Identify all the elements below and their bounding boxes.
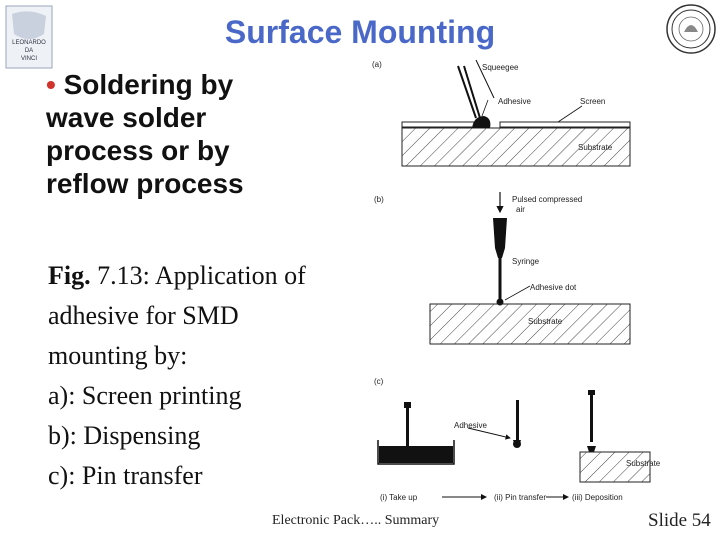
label-squeegee: Squeegee (482, 63, 519, 72)
university-seal-icon (664, 2, 718, 56)
label-adhesive-dot: Adhesive dot (530, 283, 577, 292)
panel-b-tag: (b) (374, 195, 384, 204)
bullet-point (46, 68, 346, 200)
label-step-3: (iii) Deposition (572, 493, 623, 502)
bullet-line-3: process or by (46, 135, 230, 166)
panel-b-dispensing (374, 192, 630, 344)
footer-text: Electronic Pack….. Summary (272, 513, 440, 528)
label-adhesive-a: Adhesive (498, 97, 531, 106)
bullet-line-2: wave solder (46, 102, 207, 133)
caption-line-4: a): Screen printing (48, 381, 242, 410)
panel-a-tag: (a) (372, 60, 382, 69)
figure-caption (48, 256, 358, 496)
label-substrate-c: Substrate (626, 459, 660, 468)
bullet-line-4: reflow process (46, 168, 244, 199)
logo-text-1: LEONARDO (12, 40, 46, 46)
logo-text-2: DA (24, 48, 34, 54)
adhesive-application-figure (350, 52, 660, 512)
label-step-2: (ii) Pin transfer (494, 493, 547, 502)
label-substrate-a: Substrate (578, 143, 613, 152)
label-pulsed-1: Pulsed compressed (512, 195, 583, 204)
caption-line-2: adhesive for SMD (48, 301, 239, 330)
label-substrate-b: Substrate (528, 317, 563, 326)
label-pulsed-2: air (516, 205, 525, 214)
figure-label: Fig. (48, 261, 91, 290)
panel-c-pin-transfer (374, 377, 660, 502)
slide-title: Surface Mounting (224, 14, 496, 50)
caption-line-1: 7.13: Application of (90, 261, 306, 290)
bullet-line-1: Soldering by (63, 69, 234, 100)
slide-number: Slide 54 (648, 510, 711, 531)
caption-line-3: mounting by: (48, 341, 188, 370)
panel-a-screen-printing (372, 60, 630, 166)
caption-line-5: b): Dispensing (48, 421, 201, 450)
bullet-symbol: • (46, 69, 56, 100)
label-adhesive-c: Adhesive (454, 421, 487, 430)
label-step-1: (i) Take up (380, 493, 418, 502)
caption-line-6: c): Pin transfer (48, 461, 203, 490)
label-screen: Screen (580, 97, 606, 106)
panel-c-tag: (c) (374, 377, 384, 386)
logo-text-3: VINCI (20, 56, 38, 62)
label-syringe: Syringe (512, 257, 540, 266)
